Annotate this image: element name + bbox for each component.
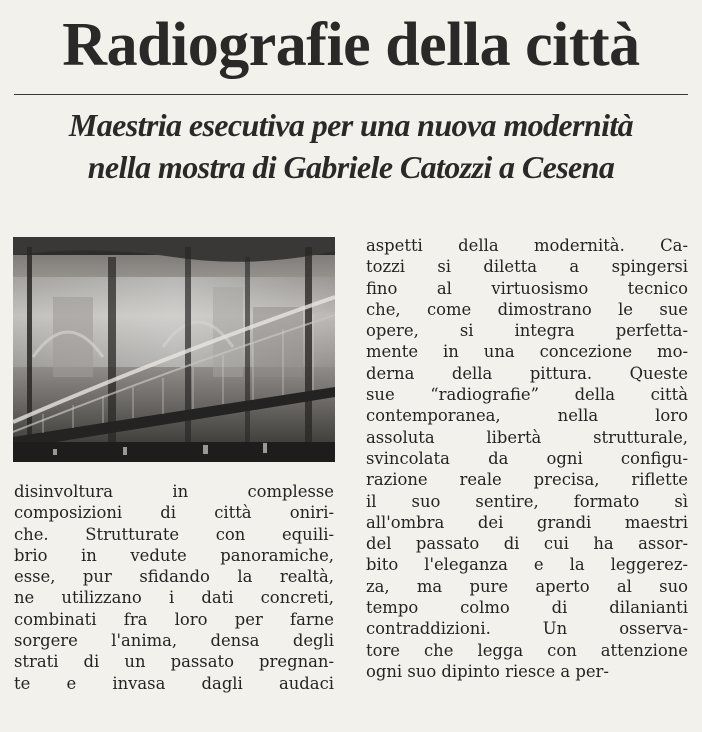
text-line: del passato di cui ha assor- <box>366 534 688 554</box>
text-line: razione reale precisa, riflette <box>366 470 688 490</box>
cityscape-painting-photo <box>13 237 335 462</box>
text-line: esse, pur sfidando la realtà, <box>14 567 334 587</box>
headline-divider <box>14 94 688 95</box>
text-line: aspetti della modernità. Ca- <box>366 236 688 255</box>
subtitle-line: nella mostra di Gabriele Catozzi a Cesena <box>87 149 615 185</box>
text-line: ne utilizzano i dati concreti, <box>14 588 334 608</box>
text-line: sue “radiografie” della città <box>366 385 688 405</box>
article-column-right <box>366 235 688 682</box>
text-line: derna della pittura. Queste <box>366 363 688 383</box>
text-line: composizioni di città oniri- <box>14 503 334 523</box>
text-line: mente in una concezione mo- <box>366 342 688 362</box>
text-line: brio in vedute panoramiche, <box>14 545 334 565</box>
text-line: il suo sentire, formato sì <box>366 491 688 511</box>
article-subtitle <box>10 104 692 188</box>
painting-illustration <box>13 237 335 462</box>
text-line: svincolata da ogni configu- <box>366 448 688 468</box>
text-line: disinvoltura in complesse <box>14 482 334 501</box>
article-column-left <box>14 481 334 694</box>
text-line: assoluta libertà strutturale, <box>366 427 688 447</box>
text-line: contemporanea, nella loro <box>366 406 688 426</box>
text-line: combinati fra loro per farne <box>14 609 334 629</box>
text-line: contraddizioni. Un osserva- <box>366 619 688 639</box>
text-line: opere, si integra perfetta- <box>366 321 688 341</box>
text-line: tozzi si diletta a spingersi <box>366 257 688 277</box>
text-line: all'ombra dei grandi maestri <box>366 512 688 532</box>
text-line: sorgere l'anima, densa degli <box>14 631 334 651</box>
text-line: za, ma pure aperto al suo <box>366 576 688 596</box>
text-line: tempo colmo di dilanianti <box>366 598 688 618</box>
text-line: te e invasa dagli audaci <box>14 673 334 693</box>
text-line: ogni suo dipinto riesce a per- <box>366 661 609 681</box>
text-line: bito l'eleganza e la leggerez- <box>366 555 688 575</box>
article-headline: Radiografie della città <box>62 11 640 79</box>
text-line: che, come dimostrano le sue <box>366 299 688 319</box>
text-line: tore che legga con attenzione <box>366 640 688 660</box>
text-line: che. Strutturate con equili- <box>14 524 334 544</box>
text-line: strati di un passato pregnan- <box>14 652 334 672</box>
text-line: fino al virtuosismo tecnico <box>366 278 688 298</box>
subtitle-line: Maestria esecutiva per una nuova modernità <box>68 107 634 143</box>
